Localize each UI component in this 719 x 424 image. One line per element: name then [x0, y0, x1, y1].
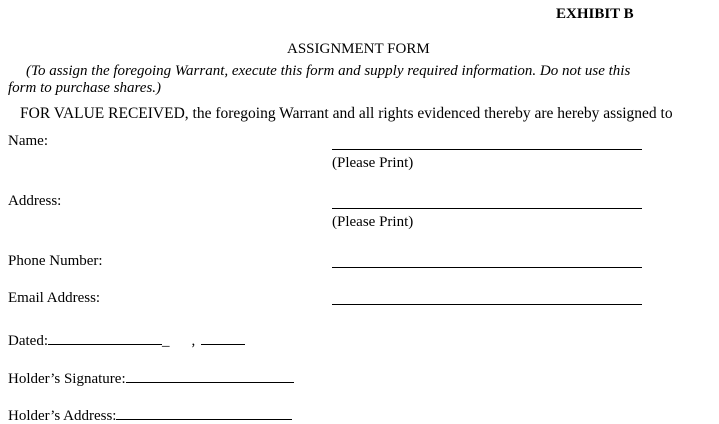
dated-row: [8, 330, 245, 349]
phone-label: Phone Number:: [8, 253, 103, 269]
instruction-line-2: form to purchase shares.): [8, 80, 162, 96]
dated-year-field[interactable]: [201, 330, 245, 345]
phone-field-line[interactable]: [332, 267, 642, 268]
name-print-hint: (Please Print): [332, 155, 414, 171]
signature-row: [8, 368, 294, 387]
email-field-line[interactable]: [332, 304, 642, 305]
signature-field[interactable]: [126, 368, 294, 383]
dated-comma: ,: [191, 333, 196, 349]
holder-address-field[interactable]: [116, 405, 292, 420]
address-label: Address:: [8, 193, 62, 209]
dated-separator: _: [161, 333, 170, 349]
address-print-hint: (Please Print): [332, 214, 414, 230]
dated-label: Dated:: [8, 333, 48, 349]
exhibit-label: EXHIBIT B: [556, 6, 634, 22]
email-label: Email Address:: [8, 290, 101, 306]
name-field-line[interactable]: [332, 149, 642, 150]
holder-address-label: Holder’s Address:: [8, 408, 117, 424]
dated-day-field[interactable]: [48, 330, 162, 345]
form-title: ASSIGNMENT FORM: [287, 41, 430, 57]
signature-label: Holder’s Signature:: [8, 371, 126, 387]
instruction-line-1: (To assign the foregoing Warrant, execute this form and supply required information. Do not use this: [26, 63, 631, 79]
holder-address-row: [8, 405, 292, 424]
value-received-statement: FOR VALUE RECEIVED, the foregoing Warrant and all rights evidenced thereby are hereby assigned to: [20, 105, 673, 122]
address-field-line[interactable]: [332, 208, 642, 209]
name-label: Name:: [8, 133, 48, 149]
